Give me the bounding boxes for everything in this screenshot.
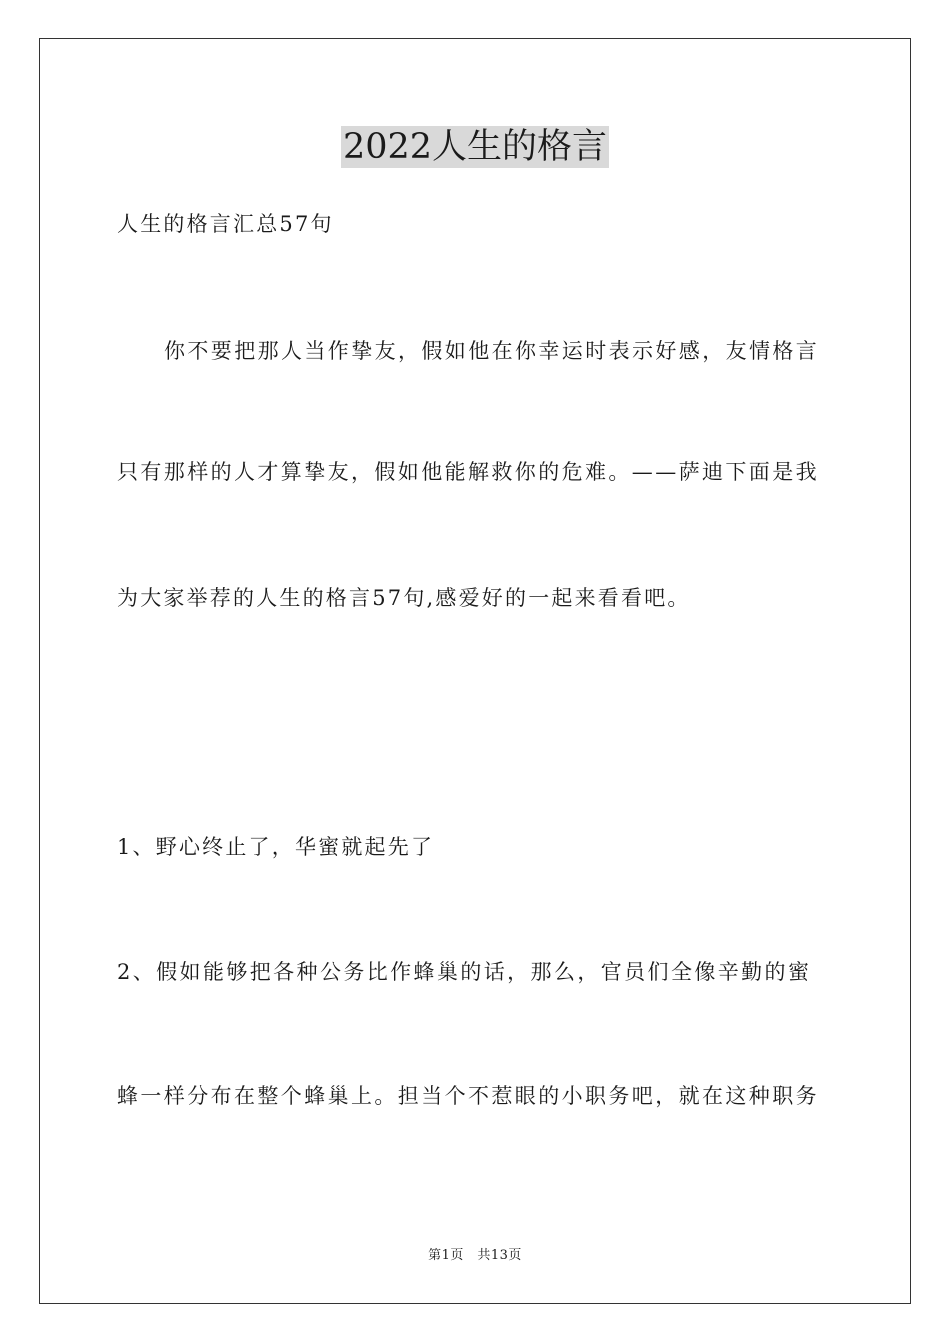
intro-line-2: 只有那样的人才算挚友，假如他能解救你的危难。——萨迪下面是我 [117,460,819,484]
intro-line-1: 你不要把那人当作挚友，假如他在你幸运时表示好感，友情格言 [164,339,820,363]
list-item-1: 1、野心终止了，华蜜就起先了 [117,835,435,859]
page-number-footer: 第1页 共13页 [428,1248,522,1263]
document-subtitle: 人生的格言汇总57句 [117,212,334,236]
document-title: 2022人生的格言 [342,127,608,167]
title-container [0,126,950,168]
list-item-2-line-2: 蜂一样分布在整个蜂巢上。担当个不惹眼的小职务吧，就在这种职务 [117,1084,819,1108]
list-item-2-line-1: 2、假如能够把各种公务比作蜂巢的话，那么，官员们全像辛勤的蜜 [117,960,812,984]
intro-line-3: 为大家举荐的人生的格言57句,感爱好的一起来看看吧。 [117,586,691,610]
